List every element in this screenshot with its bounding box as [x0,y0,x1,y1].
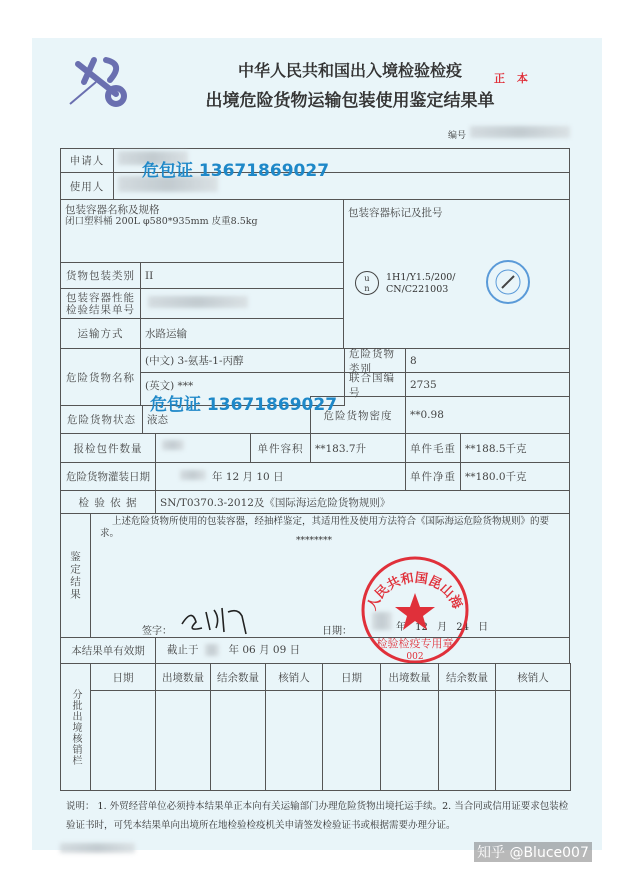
container-cell [60,199,344,263]
serial-label: 编号 [448,131,467,141]
volume-label: 单件容积 [250,433,311,463]
batch-header-4: 日期 [322,663,381,691]
packing-group-value: II [140,262,344,289]
validity-label: 本结果单有效期 [60,637,156,664]
date-clock-stamp-icon [484,258,532,306]
seal-top-text: 人民共和国昆山海 [364,570,465,613]
transport-value: 水路运输 [140,318,344,349]
date-value: 年 12 月 24 日 [396,622,489,633]
seal-number: 002 [406,652,424,662]
batch-header-5: 出境数量 [380,663,439,691]
batch-header-1: 出境数量 [155,663,211,691]
batch-cell[interactable] [265,690,323,791]
seal-bottom-text: 检验检疫专用章 [376,637,454,650]
validity-value: 截止于 年 06 月 09 日 [167,644,301,656]
batch-cell[interactable] [90,690,156,791]
zhihu-watermark: 知乎 @Bluce007 [474,842,592,862]
batch-header-3: 核销人 [265,663,323,691]
gross-weight-value: **188.5千克 [460,433,570,463]
qty-redacted [162,440,184,450]
mark-line1: 1H1/Y1.5/200/ [386,272,456,283]
un-number-value: 2735 [405,372,570,397]
state-value: 液态 [142,405,311,434]
mark-label: 包装容器标记及批号 [348,207,443,219]
batch-cell[interactable] [380,690,439,791]
goods-name-en: (英文) *** [140,372,345,406]
net-weight-value: **180.0千克 [460,462,570,491]
class-value: 8 [405,348,570,373]
batch-header-6: 结余数量 [438,663,496,691]
result-stars: ******** [296,536,332,546]
batch-cell[interactable] [155,690,211,791]
packing-group-label: 货物包装类别 [60,262,141,289]
un-symbol-icon: u n [355,271,379,295]
package-qty-label: 报检包件数量 [60,433,156,463]
serial-number-redacted [470,126,570,138]
performance-report-label: 包装容器性能检验结果单号 [60,288,141,319]
container-value: 闭口塑料桶 200L φ580*935mm 皮重8.5kg [65,216,258,227]
date-label: 日期： [322,626,352,637]
volume-value: **183.7升 [310,433,406,463]
original-copy-mark: 正 本 [494,72,532,85]
transport-label: 运输方式 [60,318,141,349]
title-line1: 中华人民共和国出入境检验检疫 [237,61,462,80]
density-label: 危险货物密度 [310,396,406,434]
fill-date-value: 年 12 月 10 日 [155,462,406,491]
batch-header-7: 核销人 [495,663,571,691]
mark-line2: CN/C221003 [386,284,449,295]
sign-label: 签字： [142,626,172,637]
result-text: 上述危险货物所使用的包装容器，经抽样鉴定，其适用性及使用方法符合《国际海运危险货物规则》的要求。 [100,516,550,539]
watermark-top: 危包证 13671869027 [142,161,330,181]
gross-weight-label: 单件毛重 [405,433,461,463]
class-label: 危险货物类别 [344,348,406,373]
un-number-label: 联合国编号 [344,372,406,397]
note-text: 说明： 1. 外贸经营单位必须持本结果单正本向有关运输部门办理危险货物出境托运手续。2. 当合同或信用证要求包装检验证书时，可凭本结果单向出境所在地检验检疫机关申请签发检验证书或根据需要办理分证。 [66,801,569,831]
state-label: 危险货物状态 [60,405,143,434]
batch-cell[interactable] [322,690,381,791]
basis-label: 检 验 依 据 [60,490,156,514]
user-label: 使用人 [60,172,114,200]
net-weight-label: 单件净重 [405,462,461,491]
signature [176,598,256,638]
mark-value [386,272,456,296]
container-label: 包装容器名称及规格 [65,204,160,216]
batch-cell[interactable] [438,690,496,791]
batch-cell[interactable] [495,690,571,791]
batch-label: 分批出境核销栏 [60,663,91,791]
batch-header-2: 结余数量 [210,663,266,691]
batch-cell[interactable] [210,690,266,791]
title-line2: 出境危险货物运输包装使用鉴定结果单 [205,91,495,111]
goods-name-label: 危险货物名称 [60,348,141,406]
report-number-redacted [148,296,248,308]
batch-header-0: 日期 [90,663,156,691]
fill-date-label: 危险货物灌装日期 [60,462,156,491]
density-value: **0.98 [405,396,570,434]
basis-value: SN/T0370.3-2012及《国际海运危险货物规则》 [155,490,570,514]
ciq-logo-icon [66,54,136,109]
result-label: 鉴定结果 [60,513,91,638]
applicant-label: 申请人 [60,148,114,173]
goods-name-cn: (中文) 3-氨基-1-丙醇 [140,348,345,373]
fill-year-redacted [180,470,206,480]
footer-redacted [60,843,135,853]
watermark-middle: 危包证 13671869027 [150,395,338,415]
